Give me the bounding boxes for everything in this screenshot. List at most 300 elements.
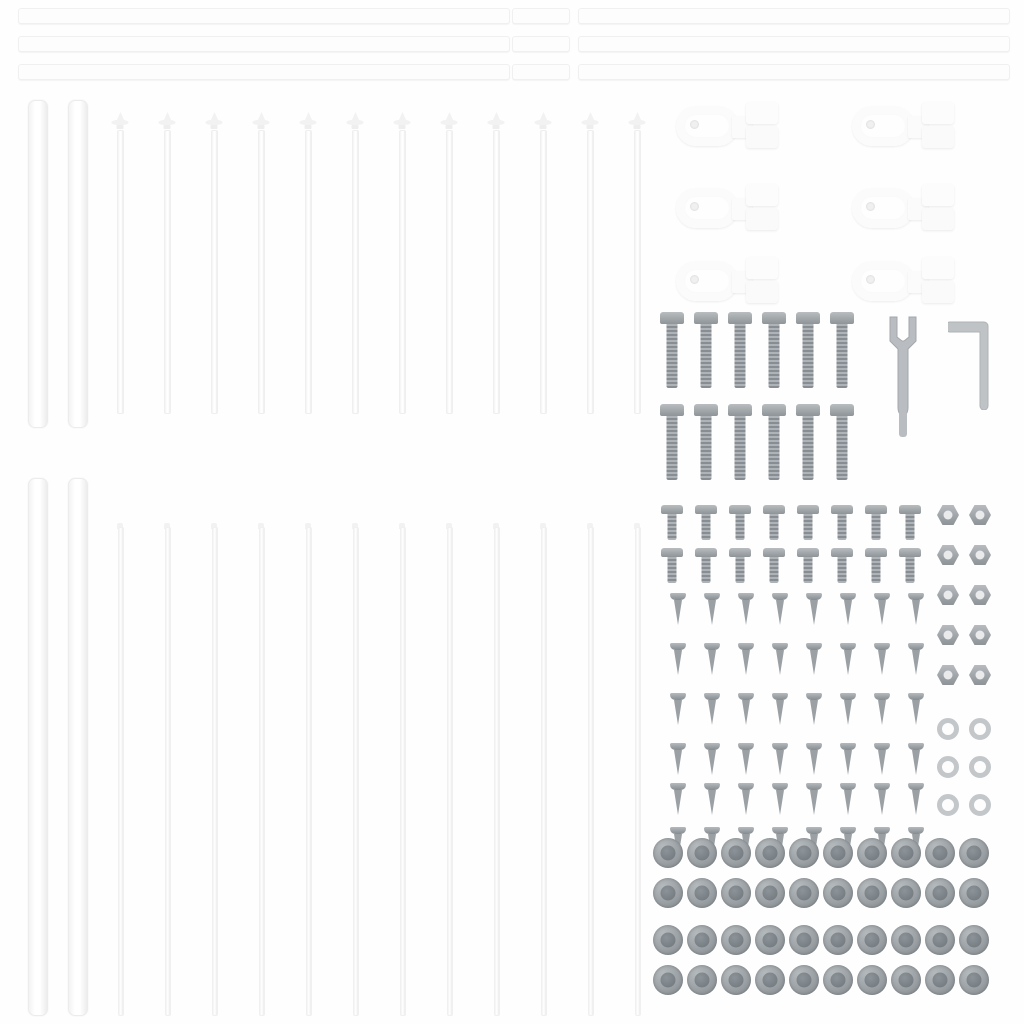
- screw-head: [704, 743, 720, 750]
- post-bracket: [852, 100, 962, 155]
- wood-screw: [738, 693, 754, 727]
- end-cap: [789, 925, 819, 955]
- end-cap: [959, 878, 989, 908]
- wood-screw: [704, 743, 720, 777]
- bolt-head: [796, 312, 820, 324]
- wood-screw: [772, 693, 788, 727]
- picket-rod: [162, 527, 172, 1014]
- screw-thread: [742, 650, 750, 675]
- screw-head: [806, 643, 822, 650]
- screw-thread: [742, 790, 750, 815]
- t-head-screw: [831, 505, 853, 540]
- end-cap: [755, 965, 785, 995]
- rod-shaft: [635, 527, 641, 1016]
- picket-shaft: [587, 130, 594, 414]
- t-head-screw: [865, 548, 887, 583]
- screw-head: [840, 743, 856, 750]
- bolt-head: [763, 505, 785, 514]
- screw-head: [704, 593, 720, 600]
- rod-shaft: [541, 527, 547, 1016]
- fence-rail: [578, 64, 1010, 80]
- screw-thread: [878, 790, 886, 815]
- bolt-head: [695, 505, 717, 514]
- screw-thread: [912, 650, 920, 675]
- fence-picket: [533, 112, 553, 412]
- bolt-shaft: [735, 324, 746, 388]
- screw-head: [772, 593, 788, 600]
- post-bracket: [676, 182, 786, 237]
- bolt-head: [831, 548, 853, 557]
- flat-washer: [937, 794, 959, 816]
- end-cap: [687, 925, 717, 955]
- flat-washer: [937, 756, 959, 778]
- screw-head: [874, 643, 890, 650]
- bolt-shaft: [837, 324, 848, 388]
- hex-nut: [937, 585, 959, 605]
- wood-screw: [908, 593, 924, 627]
- wood-screw: [704, 593, 720, 627]
- picket-finial: [629, 112, 646, 129]
- wood-screw: [908, 643, 924, 677]
- end-cap: [891, 965, 921, 995]
- bolt-shaft: [736, 557, 745, 583]
- end-cap: [857, 838, 887, 868]
- hex-nut: [969, 625, 991, 645]
- t-head-screw: [661, 505, 683, 540]
- screw-thread: [844, 600, 852, 625]
- screw-thread: [810, 790, 818, 815]
- rod-shaft: [306, 527, 312, 1016]
- screw-head: [874, 783, 890, 790]
- wood-screw: [806, 743, 822, 777]
- bracket-plate-top: [922, 257, 954, 279]
- bolt-shaft: [803, 324, 814, 388]
- picket-shaft: [258, 130, 265, 414]
- bolt-head: [797, 505, 819, 514]
- screw-head: [874, 693, 890, 700]
- screw-thread: [810, 750, 818, 775]
- picket-shaft: [634, 130, 641, 414]
- picket-finial: [441, 112, 458, 129]
- bracket-plate-top: [922, 102, 954, 124]
- bolt-head: [762, 312, 786, 324]
- bolt-shaft: [804, 514, 813, 540]
- picket-rod: [397, 527, 407, 1014]
- picket-finial: [253, 112, 270, 129]
- bracket-plate-bottom: [746, 126, 778, 148]
- end-cap: [687, 838, 717, 868]
- screw-thread: [810, 600, 818, 625]
- screw-thread: [776, 790, 784, 815]
- long-hex-bolt: [694, 312, 718, 388]
- bolt-shaft: [668, 514, 677, 540]
- fence-picket: [157, 112, 177, 412]
- wood-screw: [772, 743, 788, 777]
- end-cap: [891, 878, 921, 908]
- rod-shaft: [118, 527, 124, 1016]
- bolt-head: [694, 312, 718, 324]
- bracket-plate-top: [922, 184, 954, 206]
- picket-finial: [300, 112, 317, 129]
- bolt-head: [729, 548, 751, 557]
- long-hex-bolt: [830, 312, 854, 388]
- picket-rod: [585, 527, 595, 1014]
- screw-head: [772, 743, 788, 750]
- picket-shaft: [352, 130, 359, 414]
- wood-screw: [670, 593, 686, 627]
- picket-shaft: [493, 130, 500, 414]
- wood-screw: [670, 643, 686, 677]
- bolt-head: [660, 312, 684, 324]
- flat-washer: [937, 718, 959, 740]
- rod-shaft: [588, 527, 594, 1016]
- picket-shaft: [305, 130, 312, 414]
- bolt-head: [830, 404, 854, 416]
- picket-finial: [206, 112, 223, 129]
- bracket-plate-top: [746, 184, 778, 206]
- fence-picket: [627, 112, 647, 412]
- t-head-screw: [899, 505, 921, 540]
- t-head-screw: [763, 548, 785, 583]
- long-hex-bolt: [796, 312, 820, 388]
- bolt-shaft: [872, 514, 881, 540]
- screw-head: [840, 827, 856, 834]
- wood-screw: [806, 783, 822, 817]
- long-hex-bolt: [830, 404, 854, 480]
- screw-head: [840, 693, 856, 700]
- picket-shaft: [211, 130, 218, 414]
- wood-screw: [704, 783, 720, 817]
- end-cap: [925, 925, 955, 955]
- bracket-plate-top: [746, 102, 778, 124]
- bolt-shaft: [906, 557, 915, 583]
- wood-screw: [874, 743, 890, 777]
- bolt-shaft: [701, 324, 712, 388]
- end-cap: [721, 838, 751, 868]
- screw-thread: [878, 600, 886, 625]
- fence-rail: [512, 8, 570, 24]
- picket-rod: [538, 527, 548, 1014]
- picket-rod: [303, 527, 313, 1014]
- t-head-screw: [831, 548, 853, 583]
- bracket-ring: [852, 106, 914, 146]
- screw-head: [704, 827, 720, 834]
- bolt-head: [865, 505, 887, 514]
- screw-thread: [776, 750, 784, 775]
- picket-rod: [209, 527, 219, 1014]
- rod-shaft: [353, 527, 359, 1016]
- wood-screw: [670, 743, 686, 777]
- screw-head: [840, 593, 856, 600]
- fence-picket: [486, 112, 506, 412]
- screw-thread: [674, 600, 682, 625]
- picket-shaft: [164, 130, 171, 414]
- end-cap: [755, 838, 785, 868]
- end-cap: [789, 965, 819, 995]
- screw-head: [908, 827, 924, 834]
- screw-head: [738, 827, 754, 834]
- wood-screw: [874, 593, 890, 627]
- screw-thread: [912, 750, 920, 775]
- bolt-head: [694, 404, 718, 416]
- bolt-shaft: [702, 514, 711, 540]
- wood-screw: [772, 643, 788, 677]
- bolt-head: [763, 548, 785, 557]
- fence-rail: [512, 36, 570, 52]
- picket-finial: [488, 112, 505, 129]
- wood-screw: [772, 593, 788, 627]
- screw-head: [806, 743, 822, 750]
- bolt-head: [797, 548, 819, 557]
- rod-shaft: [447, 527, 453, 1016]
- t-head-screw: [899, 548, 921, 583]
- bolt-head: [830, 312, 854, 324]
- screw-thread: [844, 700, 852, 725]
- wood-screw: [840, 743, 856, 777]
- t-head-screw: [763, 505, 785, 540]
- bracket-plate-bottom: [746, 281, 778, 303]
- fence-picket: [392, 112, 412, 412]
- screw-thread: [708, 790, 716, 815]
- bolt-shaft: [735, 416, 746, 480]
- fence-rail: [18, 8, 510, 24]
- screw-head: [704, 783, 720, 790]
- bolt-shaft: [668, 557, 677, 583]
- long-hex-bolt: [728, 404, 752, 480]
- end-cap: [925, 838, 955, 868]
- screw-thread: [776, 600, 784, 625]
- screw-head: [806, 783, 822, 790]
- fence-rail: [512, 64, 570, 80]
- long-hex-bolt: [694, 404, 718, 480]
- flat-washer: [969, 756, 991, 778]
- bolt-head: [728, 404, 752, 416]
- end-cap: [721, 965, 751, 995]
- screw-thread: [742, 600, 750, 625]
- wrench-icon: [880, 315, 926, 445]
- fence-rail: [18, 36, 510, 52]
- wood-screw: [840, 643, 856, 677]
- bracket-ring: [852, 188, 914, 228]
- picket-rod: [491, 527, 501, 1014]
- picket-rod: [256, 527, 266, 1014]
- fence-rail: [578, 8, 1010, 24]
- wood-screw: [840, 693, 856, 727]
- post-bracket: [676, 100, 786, 155]
- screw-thread: [878, 750, 886, 775]
- wood-screw: [874, 693, 890, 727]
- bolt-head: [661, 505, 683, 514]
- hex-nut: [969, 505, 991, 525]
- bolt-shaft: [804, 557, 813, 583]
- flat-washer: [969, 794, 991, 816]
- rod-shaft: [212, 527, 218, 1016]
- bolt-shaft: [701, 416, 712, 480]
- t-head-screw: [865, 505, 887, 540]
- long-hex-bolt: [796, 404, 820, 480]
- picket-rod: [444, 527, 454, 1014]
- fence-post: [68, 100, 88, 428]
- post-bracket: [852, 255, 962, 310]
- end-cap: [823, 838, 853, 868]
- end-cap: [653, 838, 683, 868]
- t-head-screw: [729, 505, 751, 540]
- bolt-shaft: [838, 557, 847, 583]
- fence-post: [28, 478, 48, 1016]
- screw-thread: [708, 650, 716, 675]
- wood-screw: [806, 593, 822, 627]
- fence-post: [68, 478, 88, 1016]
- screw-head: [840, 783, 856, 790]
- screw-head: [772, 827, 788, 834]
- end-cap: [959, 965, 989, 995]
- picket-shaft: [540, 130, 547, 414]
- screw-thread: [912, 790, 920, 815]
- bracket-ring: [676, 188, 738, 228]
- bracket-plate-bottom: [922, 281, 954, 303]
- t-head-screw: [797, 548, 819, 583]
- screw-thread: [742, 700, 750, 725]
- screw-head: [670, 783, 686, 790]
- fence-picket: [298, 112, 318, 412]
- screw-thread: [674, 700, 682, 725]
- end-cap: [857, 925, 887, 955]
- bolt-head: [865, 548, 887, 557]
- post-bracket: [852, 182, 962, 237]
- bolt-shaft: [770, 514, 779, 540]
- screw-head: [806, 593, 822, 600]
- bolt-head: [729, 505, 751, 514]
- t-head-screw: [695, 548, 717, 583]
- screw-head: [670, 593, 686, 600]
- screw-thread: [844, 750, 852, 775]
- screw-head: [840, 643, 856, 650]
- screw-head: [908, 693, 924, 700]
- long-hex-bolt: [728, 312, 752, 388]
- screw-thread: [912, 700, 920, 725]
- picket-rod: [350, 527, 360, 1014]
- screw-thread: [844, 650, 852, 675]
- end-cap: [925, 878, 955, 908]
- screw-thread: [674, 750, 682, 775]
- screw-thread: [674, 650, 682, 675]
- wood-screw: [874, 643, 890, 677]
- wood-screw: [738, 643, 754, 677]
- screw-thread: [776, 700, 784, 725]
- hex-nut: [937, 665, 959, 685]
- screw-head: [806, 827, 822, 834]
- wood-screw: [738, 593, 754, 627]
- screw-thread: [708, 600, 716, 625]
- picket-finial: [112, 112, 129, 129]
- screw-head: [738, 643, 754, 650]
- bolt-head: [695, 548, 717, 557]
- end-cap: [857, 965, 887, 995]
- rod-shaft: [165, 527, 171, 1016]
- end-cap: [823, 965, 853, 995]
- screw-head: [908, 643, 924, 650]
- screw-head: [670, 643, 686, 650]
- screw-head: [738, 593, 754, 600]
- end-cap: [959, 925, 989, 955]
- wood-screw: [670, 693, 686, 727]
- wood-screw: [704, 693, 720, 727]
- bolt-head: [899, 505, 921, 514]
- hex-nut: [937, 625, 959, 645]
- long-hex-bolt: [762, 404, 786, 480]
- wood-screw: [772, 783, 788, 817]
- bolt-shaft: [736, 514, 745, 540]
- wood-screw: [874, 783, 890, 817]
- end-cap: [755, 925, 785, 955]
- hex-nut: [937, 505, 959, 525]
- long-hex-bolt: [660, 312, 684, 388]
- hex-nut: [969, 585, 991, 605]
- wood-screw: [908, 743, 924, 777]
- bolt-head: [661, 548, 683, 557]
- end-cap: [789, 838, 819, 868]
- bracket-ring: [852, 261, 914, 301]
- fence-post: [28, 100, 48, 428]
- screw-thread: [810, 700, 818, 725]
- bolt-shaft: [906, 514, 915, 540]
- t-head-screw: [661, 548, 683, 583]
- screw-thread: [844, 790, 852, 815]
- picket-finial: [159, 112, 176, 129]
- picket-finial: [535, 112, 552, 129]
- wood-screw: [738, 743, 754, 777]
- post-bracket: [676, 255, 786, 310]
- bracket-ring: [676, 261, 738, 301]
- screw-head: [670, 743, 686, 750]
- screw-head: [738, 783, 754, 790]
- end-cap: [755, 878, 785, 908]
- bolt-shaft: [667, 416, 678, 480]
- end-cap: [721, 925, 751, 955]
- fence-picket: [110, 112, 130, 412]
- screw-thread: [708, 750, 716, 775]
- fence-rail: [18, 64, 510, 80]
- end-cap: [823, 925, 853, 955]
- screw-thread: [878, 650, 886, 675]
- screw-head: [704, 643, 720, 650]
- bolt-shaft: [769, 416, 780, 480]
- long-hex-bolt: [660, 404, 684, 480]
- screw-head: [772, 643, 788, 650]
- screw-head: [908, 743, 924, 750]
- t-head-screw: [729, 548, 751, 583]
- wood-screw: [806, 693, 822, 727]
- screw-head: [874, 743, 890, 750]
- flat-washer: [969, 718, 991, 740]
- allen-key-icon: [948, 318, 990, 415]
- end-cap: [891, 925, 921, 955]
- screw-head: [874, 827, 890, 834]
- picket-shaft: [117, 130, 124, 414]
- screw-head: [806, 693, 822, 700]
- wood-screw: [738, 783, 754, 817]
- bolt-shaft: [769, 324, 780, 388]
- wood-screw: [704, 643, 720, 677]
- screw-head: [874, 593, 890, 600]
- bolt-head: [831, 505, 853, 514]
- wood-screw: [908, 783, 924, 817]
- bracket-plate-bottom: [922, 208, 954, 230]
- screw-head: [908, 593, 924, 600]
- end-cap: [687, 878, 717, 908]
- bolt-shaft: [837, 416, 848, 480]
- bracket-plate-bottom: [922, 126, 954, 148]
